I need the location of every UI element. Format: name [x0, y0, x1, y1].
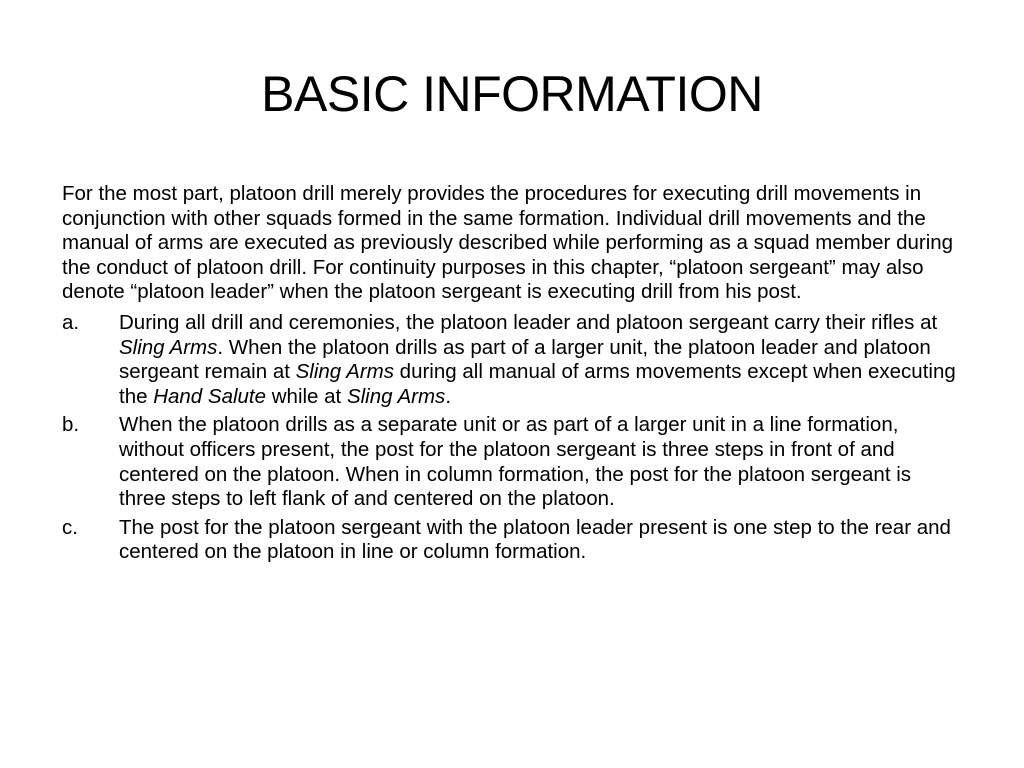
italic-term: Sling Arms: [119, 335, 218, 359]
list-marker: c.: [62, 515, 78, 539]
list-item-text: [119, 311, 962, 409]
text-segment: During all drill and ceremonies, the platoon leader and platoon sergeant carry their rifles at: [119, 310, 938, 334]
list-item-text: When the platoon drills as a separate unit or as part of a larger unit in a line formation, without officers present, the post for the platoon sergeant is three steps in front of and centered on the platoon. When in column formation, the post for the platoon sergeant is three steps to left flank of and centered on the platoon.: [119, 413, 912, 511]
numbered-list: [62, 311, 962, 565]
list-marker: a.: [62, 310, 80, 334]
italic-term: Sling Arms: [346, 384, 446, 408]
intro-paragraph: For the most part, platoon drill merely provides the procedures for executing drill movements in conjunction with other squads formed in the same formation. Individual drill movements and the manual of arms are executed as previously described while performing as a squad member during the conduct of platoon drill. For continuity purposes in this chapter, “platoon sergeant” may also denote “platoon leader” when the platoon sergeant is executing drill from his post.: [62, 182, 954, 304]
list-item-c: [62, 516, 962, 565]
text-segment: while at: [266, 384, 347, 408]
italic-term: Hand Salute: [153, 384, 267, 408]
italic-term: Sling Arms: [295, 360, 394, 384]
text-segment: .: [445, 384, 452, 408]
list-marker: b.: [62, 413, 80, 437]
slide-body: [62, 182, 962, 569]
list-item-b: [62, 413, 962, 511]
list-item-text: The post for the platoon sergeant with the platoon leader present is one step to the rear and centered on the platoon in line or column formation.: [119, 515, 951, 564]
text-segment: during all manual of arms movements except when executing the: [119, 360, 956, 408]
text-segment: . When the platoon drills as part of a larger unit, the platoon leader and platoon sergeant remain at: [119, 335, 931, 384]
list-item-a: [62, 311, 962, 409]
slide-title: BASIC INFORMATION: [261, 66, 763, 122]
